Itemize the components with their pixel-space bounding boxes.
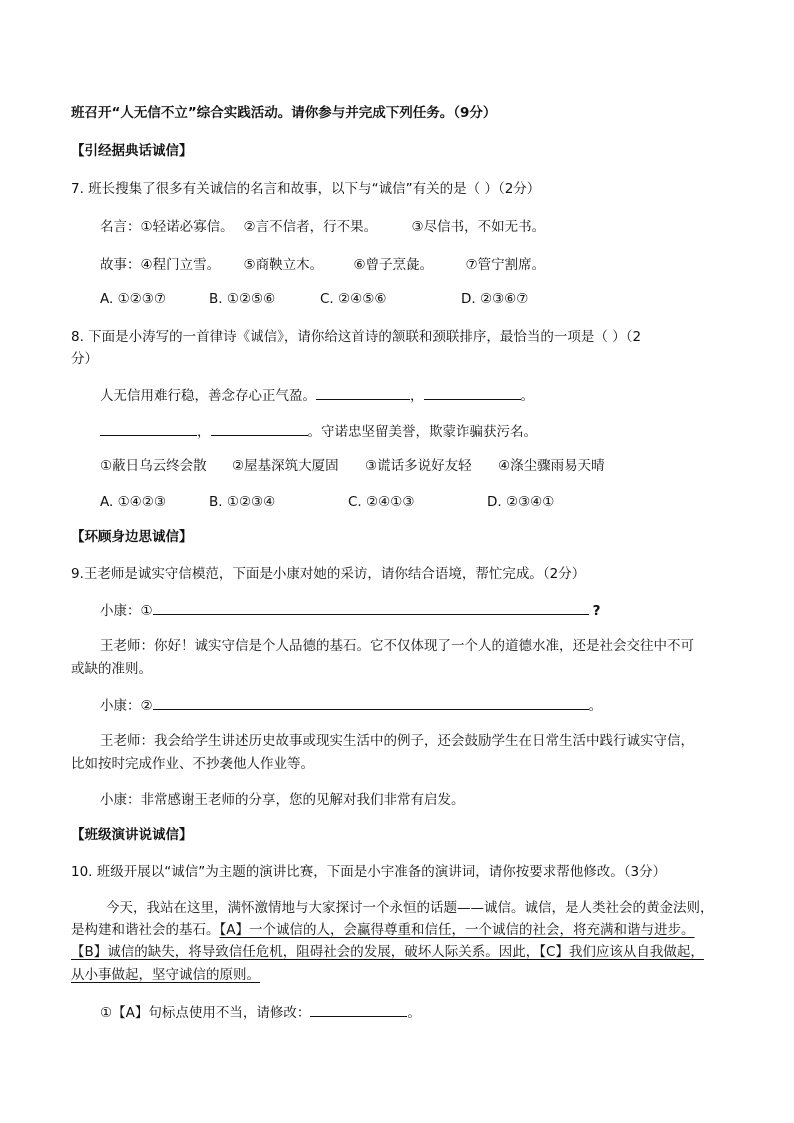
q7-option-a[interactable]: A. ①②③⑦ [100, 291, 166, 307]
q7-quotes-label: 名言： [100, 219, 141, 235]
q9-kang-line-2 [100, 695, 602, 716]
q8-choice: ④涤尘骤雨易天晴 [498, 458, 605, 474]
q9-teacher-answer-1: 王老师：你好！诚实守信是个人品德的基石。它不仅体现了一个人的道德水准，还是社会交往中不可 [100, 638, 694, 654]
q8-options-row [100, 492, 554, 512]
q7-story: ⑦管宁割席。 [465, 257, 546, 273]
section-heading-classics: 【引经据典话诚信】 [71, 143, 193, 159]
q8-option-c[interactable]: C. ②④①③ [348, 494, 415, 510]
q9-kang-line-1 [100, 600, 600, 621]
q7-option-d[interactable]: D. ②③⑥⑦ [461, 291, 529, 307]
section-heading-speech: 【班级演讲说诚信】 [71, 827, 193, 843]
q8-choices-row [100, 456, 605, 476]
q9-blank-1[interactable] [153, 600, 589, 615]
q9-teacher-answer-1-cont: 或缺的准则。 [71, 661, 152, 677]
q8-choice: ③谎话多说好友轻 [365, 458, 472, 474]
q8-choice: ②屋基深筑大厦固 [232, 458, 339, 474]
q9-kang-prefix: 小康：① [100, 603, 153, 619]
q7-story: ⑥曾子烹彘。 [353, 257, 434, 273]
q10-sub-question-1-label: ①【A】句标点使用不当，请修改： [100, 1005, 311, 1021]
q7-option-c[interactable]: C. ②④⑤⑥ [320, 291, 387, 307]
q10-period: 。 [407, 1005, 421, 1021]
q8-option-d[interactable]: D. ②③④① [487, 494, 555, 510]
question-9-stem: 9.王老师是诚实守信模范，下面是小康对她的采访，请你结合语境，帮忙完成。（2分） [71, 566, 586, 582]
q7-stories-row [100, 255, 545, 275]
q7-quote: ①轻诺必寡信。 [140, 219, 234, 235]
q9-blank-2[interactable] [153, 695, 589, 710]
q8-blank-2[interactable] [424, 385, 521, 400]
q8-period: 。 [520, 388, 534, 404]
q7-story: ④程门立雪。 [140, 257, 221, 273]
q7-options-row [100, 289, 528, 309]
q7-stories-label: 故事： [100, 257, 141, 273]
section-heading-surroundings: 【环顾身边思诚信】 [71, 529, 193, 545]
q8-comma: ， [410, 388, 424, 404]
q10-speech-underlined: 【A】一个诚信的人，会赢得尊重和信任，一个诚信的社会，将充满和谐与进步。 [219, 922, 695, 938]
q8-option-a[interactable]: A. ①④②③ [100, 494, 166, 510]
q9-teacher-answer-2: 王老师：我会给学生讲述历史故事或现实生活中的例子，还会鼓励学生在日常生活中践行诚实守信， [100, 733, 694, 749]
q9-kang-line-3: 小康：非常感谢王老师的分享，您的见解对我们非常有启发。 [100, 792, 465, 808]
q7-story: ⑤商鞅立木。 [243, 257, 324, 273]
q7-quote: ②言不信者，行不果。 [243, 219, 378, 235]
q10-speech-line-1: 今天，我站在这里，满怀激情地与大家探讨一个永恒的话题——诚信。诚信，是人类社会的黄金法则， [106, 900, 714, 916]
question-10-stem: 10. 班级开展以“诚信”为主题的演讲比赛，下面是小宇准备的演讲词，请你按要求帮他修改。（3分） [71, 864, 667, 880]
question-8-stem: 8. 下面是小涛写的一首律诗《诚信》，请你给这首诗的颔联和颈联排序，最恰当的一项是（ ）（2 [71, 329, 642, 345]
q10-sub-question-1 [100, 1002, 421, 1023]
q9-period: 。 [588, 698, 603, 714]
q7-option-b[interactable]: B. ①②⑤⑥ [209, 291, 276, 307]
q10-speech-line-2 [71, 920, 694, 940]
q9-kang-prefix: 小康：② [100, 698, 153, 714]
q10-speech-line-4: 从小事做起，坚守诚信的原则。 [71, 967, 260, 983]
q9-teacher-answer-2-cont: 比如按时完成作业、不抄袭他人作业等。 [71, 756, 314, 772]
q8-option-b[interactable]: B. ①②③④ [209, 494, 276, 510]
q7-quotes-row [100, 217, 545, 237]
question-8-stem-cont: 分） [71, 351, 98, 367]
q8-blank-4[interactable] [211, 421, 308, 436]
q8-blank-1[interactable] [316, 385, 410, 400]
q8-poem-end: 。守诺忠坚留美誉，欺蒙诈骗获污名。 [307, 424, 537, 440]
question-7-stem: 7. 班长搜集了很多有关诚信的名言和故事，以下与“诚信”有关的是（ ）（2分） [71, 181, 541, 197]
q10-blank-1[interactable] [310, 1002, 407, 1017]
q7-quote: ③尽信书，不如无书。 [411, 219, 546, 235]
q8-poem-line-2 [100, 421, 537, 442]
activity-intro: 班召开“人无信不立”综合实践活动。请你参与并完成下列任务。（9分） [71, 105, 497, 121]
q10-speech-line-3: 【B】诚信的缺失，将导致信任危机，阻碍社会的发展，破坏人际关系。因此，【C】我们应该从自我做起， [71, 944, 704, 960]
q8-choice: ①蔽日乌云终会散 [100, 458, 207, 474]
q8-blank-3[interactable] [100, 421, 197, 436]
q8-comma: ， [197, 424, 211, 440]
q8-poem-line-1 [100, 385, 534, 406]
q8-poem-start: 人无信用难行稳，善念存心正气盈。 [100, 388, 316, 404]
q9-question-mark: ? [592, 603, 601, 619]
q10-speech-plain: 是构建和谐社会的基石。 [71, 922, 220, 938]
